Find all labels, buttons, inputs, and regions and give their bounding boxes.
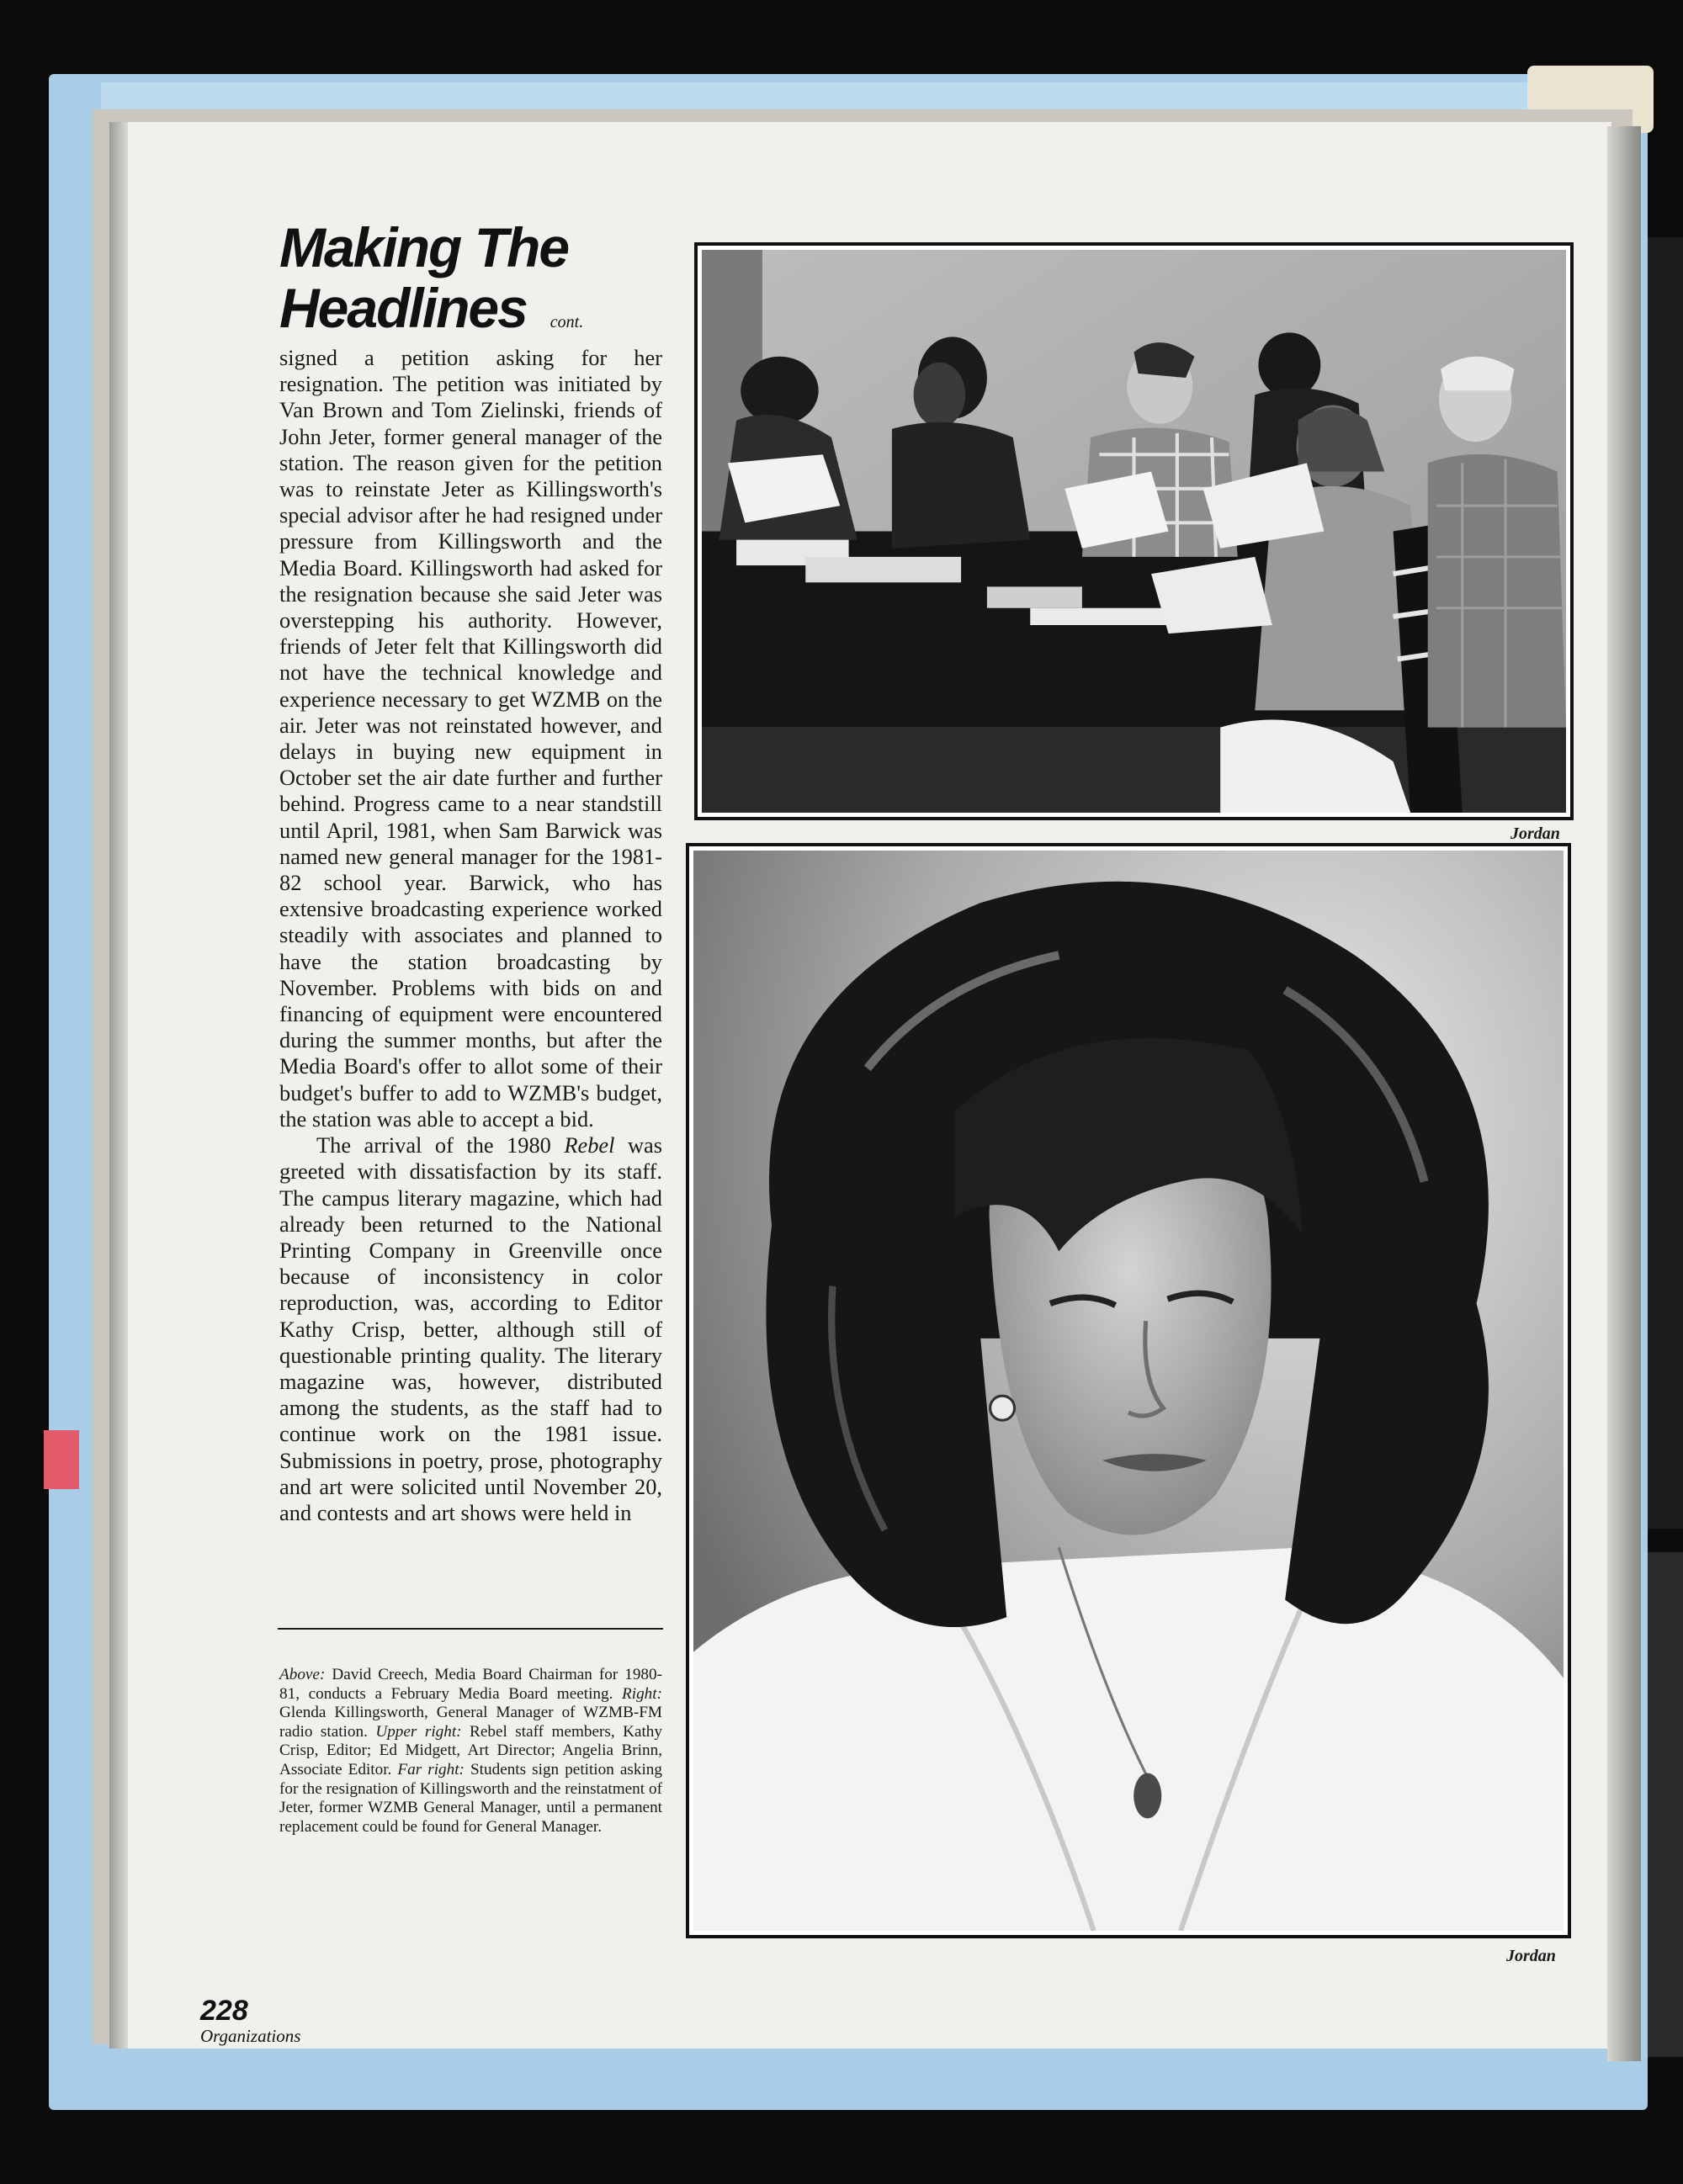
title-line-2: Headlines: [279, 277, 527, 339]
caption-text: David Creech, Media Board Chairman for 1980-81, conducts a February Media Board meeting.: [279, 1666, 662, 1703]
caption-text: Students sign petition asking for the resignation of Killingsworth and the reinstatment of Jeter, former WZMB General Manager, until a permanent replacement could be found for General Manager.: [279, 1760, 662, 1836]
caption-label-upper-right: Upper right:: [375, 1722, 462, 1741]
page-edge-shadow: [109, 122, 128, 2049]
facing-page-photo-top: [1648, 237, 1683, 1529]
title-line-1: Making The: [279, 216, 569, 278]
meeting-photo-image: [702, 250, 1566, 813]
page-tab-marker: [44, 1430, 79, 1489]
photo-credit-bottom: Jordan: [1506, 1947, 1556, 1965]
caption-label-right: Right:: [622, 1684, 662, 1703]
cover-edge: [101, 82, 1532, 113]
paragraph-text: The arrival of the 1980: [316, 1132, 565, 1158]
page-folio: [200, 1996, 300, 2046]
caption-label-above: Above:: [279, 1666, 326, 1683]
paragraph-text: was greeted with dissatisfaction by its staff. The campus literary magazine, which had already been returned to the National Printing Company in Greenville once because of inconsistency in color reproduction, was, according to Editor Kathy Crisp, better, although still of questionable printing quality. The literary magazine was, however, distributed among the students, as the staff had to continue work on the 1981 issue. Submissions in poetry, prose, photography and art were solicited until November 20, and contests and art shows were held in: [279, 1132, 663, 1525]
photo-credit-top: Jordan: [1510, 824, 1560, 843]
gutter: [1607, 126, 1641, 2061]
meeting-photo: [694, 242, 1574, 820]
caption-text: Rebel staff members, Kathy Crisp, Editor; Ed Midgett, Art Director; Angelia Brinn, Associate Editor.: [279, 1722, 662, 1778]
title-continued: cont.: [549, 313, 584, 331]
caption-divider: [278, 1628, 663, 1630]
article-paragraph: [279, 1132, 662, 1526]
caption-text: Glenda Killingsworth, General Manager of WZMB-FM radio station.: [279, 1704, 662, 1741]
facing-page-photo-bottom: [1648, 1552, 1683, 2057]
article-paragraph: signed a petition asking for her resignation. The petition was initiated by Van Brown and Tom Zielinski, friends of John Jeter, former general manager of the station. The reason given for the petition was to reinstate Jeter as Killingsworth's special advisor after he had resigned under pressure from Killingsworth and the Media Board. Killingsworth had asked for the resignation because she said Jeter was overstepping his authority. However, friends of Jeter felt that Killingsworth did not have the technical knowledge and experience necessary to get WZMB on the air. Jeter was not reinstated however, and delays in buying new equipment in October set the air date further and further behind. Progress came to a near standstill until April, 1981, when Sam Barwick was named new general manager for the 1981-82 school year. Barwick, who has extensive broadcasting experience worked steadily with associates and planned to have the station broadcasting by November. Problems with bids on and financing of equipment were encountered during the summer months, but after the Media Board's offer to allot some of their budget's buffer to add to WZMB's budget, the station was able to accept a bid.: [279, 345, 662, 1132]
portrait-photo-image: [693, 851, 1564, 1931]
caption-label-far-right: Far right:: [397, 1760, 465, 1778]
photo-caption: [279, 1666, 662, 1837]
portrait-photo: [686, 843, 1571, 1938]
magazine-name: Rebel: [564, 1132, 615, 1158]
page-number: 228: [200, 1995, 248, 2027]
article-body: [279, 345, 662, 1526]
article-title: [279, 217, 666, 353]
section-name: Organizations: [200, 2026, 301, 2046]
